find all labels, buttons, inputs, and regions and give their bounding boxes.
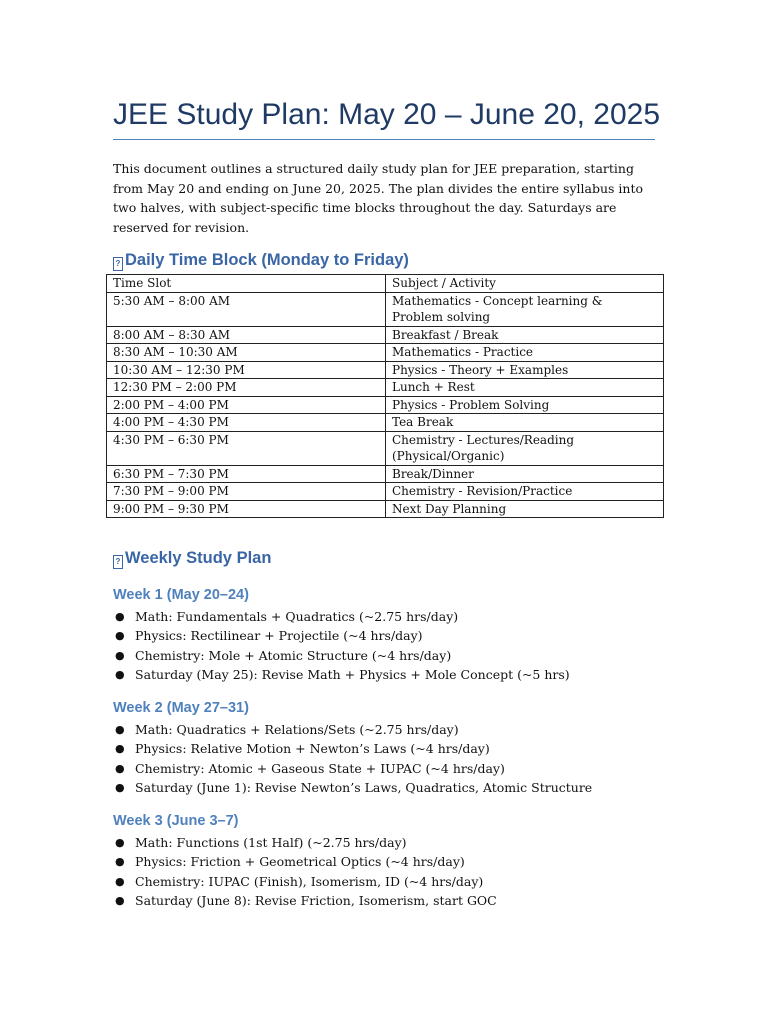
list-item: ● Chemistry: Atomic + Gaseous State + IUPAC (~4 hrs/day) xyxy=(115,760,505,776)
table-cell: 12:30 PM – 2:00 PM xyxy=(107,379,386,397)
table-header-row xyxy=(107,275,664,293)
list-item: ● Physics: Friction + Geometrical Optics (~4 hrs/day) xyxy=(115,854,465,870)
table-row xyxy=(107,500,664,518)
list-item: ● Physics: Rectilinear + Projectile (~4 hrs/day) xyxy=(115,628,423,644)
week-2-heading: Week 2 (May 27–31) xyxy=(113,700,249,716)
table-row xyxy=(107,361,664,379)
table-cell: Tea Break xyxy=(386,414,664,432)
week-1-heading: Week 1 (May 20–24) xyxy=(113,587,249,603)
daily-heading-text: Daily Time Block (Monday to Friday) xyxy=(125,251,409,269)
table-cell: Physics - Problem Solving xyxy=(386,396,664,414)
table-row xyxy=(107,396,664,414)
table-cell: Breakfast / Break xyxy=(386,326,664,344)
table-row xyxy=(107,344,664,362)
list-item: ● Saturday (May 25): Revise Math + Physics + Mole Concept (~5 hrs) xyxy=(115,666,570,682)
table-cell: Chemistry - Revision/Practice xyxy=(386,483,664,501)
table-row xyxy=(107,465,664,483)
table-cell: 5:30 AM – 8:00 AM xyxy=(107,292,386,326)
table-row xyxy=(107,431,664,465)
daily-time-block-heading xyxy=(113,250,409,271)
list-item: ● Physics: Relative Motion + Newton’s Laws (~4 hrs/day) xyxy=(115,741,490,757)
missing-glyph-icon: ? xyxy=(113,257,123,271)
table-cell: 9:00 PM – 9:30 PM xyxy=(107,500,386,518)
weekly-heading-text: Weekly Study Plan xyxy=(125,549,272,567)
table-cell: 4:00 PM – 4:30 PM xyxy=(107,414,386,432)
table-row xyxy=(107,483,664,501)
document-title: JEE Study Plan: May 20 – June 20, 2025 xyxy=(113,98,661,131)
daily-schedule-table xyxy=(106,274,664,518)
table-row xyxy=(107,414,664,432)
table-cell: Next Day Planning xyxy=(386,500,664,518)
table-cell: Lunch + Rest xyxy=(386,379,664,397)
table-cell: Chemistry - Lectures/Reading (Physical/Organic) xyxy=(386,431,664,465)
table-cell: 7:30 PM – 9:00 PM xyxy=(107,483,386,501)
table-cell: Physics - Theory + Examples xyxy=(386,361,664,379)
table-cell: 2:00 PM – 4:00 PM xyxy=(107,396,386,414)
intro-paragraph: This document outlines a structured daily study plan for JEE preparation, starting from May 20 and ending on June 20, 2025. The plan divides the entire syllabus into two halves, with subject-specific time blocks throughout the day. Saturdays are reserved for revision. xyxy=(113,161,644,235)
week-3-list xyxy=(113,833,673,910)
table-header-cell: Time Slot xyxy=(107,275,386,293)
table-cell: 4:30 PM – 6:30 PM xyxy=(107,431,386,465)
table-cell: Break/Dinner xyxy=(386,465,664,483)
list-item: ● Math: Quadratics + Relations/Sets (~2.75 hrs/day) xyxy=(115,722,459,737)
list-item: ● Saturday (June 1): Revise Newton’s Laws, Quadratics, Atomic Structure xyxy=(115,779,593,795)
list-item: ● Math: Functions (1st Half) (~2.75 hrs/day) xyxy=(115,835,407,850)
table-cell: 6:30 PM – 7:30 PM xyxy=(107,465,386,483)
week-3-heading: Week 3 (June 3–7) xyxy=(113,813,239,829)
table-cell: 8:00 AM – 8:30 AM xyxy=(107,326,386,344)
list-item: ● Chemistry: Mole + Atomic Structure (~4 hrs/day) xyxy=(115,647,452,663)
weekly-study-plan-heading xyxy=(113,548,271,569)
missing-glyph-icon: ? xyxy=(113,555,123,569)
list-item: ● Math: Fundamentals + Quadratics (~2.75 hrs/day) xyxy=(115,609,459,624)
week-1-list xyxy=(113,607,673,684)
table-cell: 10:30 AM – 12:30 PM xyxy=(107,361,386,379)
week-2-list xyxy=(113,720,673,797)
table-row xyxy=(107,379,664,397)
table-header-cell: Subject / Activity xyxy=(386,275,664,293)
list-item: ● Chemistry: IUPAC (Finish), Isomerism, ID (~4 hrs/day) xyxy=(115,873,484,889)
table-cell: Mathematics - Concept learning & Problem solving xyxy=(386,292,664,326)
table-row xyxy=(107,326,664,344)
table-row xyxy=(107,292,664,326)
table-cell: 8:30 AM – 10:30 AM xyxy=(107,344,386,362)
title-underline xyxy=(113,139,655,140)
table-cell: Mathematics - Practice xyxy=(386,344,664,362)
list-item: ● Saturday (June 8): Revise Friction, Isomerism, start GOC xyxy=(115,892,497,908)
